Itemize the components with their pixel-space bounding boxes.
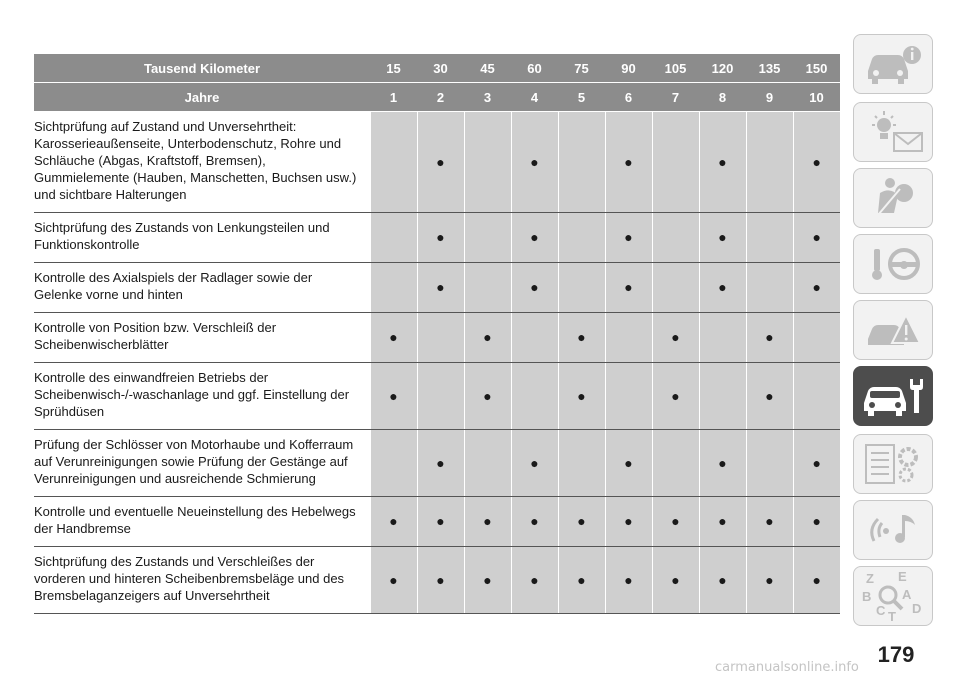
check-mark-dot: ● [624, 153, 633, 170]
interval-cell [511, 112, 558, 213]
task-description: Prüfung der Schlösser von Motorhaube und Kofferraum auf Verunreinigungen sowie Prüfung der Gestänge auf Verunreinigungen und ausreichende Schmierung [34, 430, 370, 497]
interval-cell [370, 263, 417, 313]
check-mark-dot: ● [765, 387, 774, 404]
interval-cell [746, 363, 793, 430]
interval-cell [605, 112, 652, 213]
interval-cell [793, 363, 840, 430]
alphabet-letter-d: D [912, 601, 922, 616]
interval-cell [417, 497, 464, 547]
check-mark-dot: ● [530, 454, 539, 471]
interval-cell [699, 430, 746, 497]
check-mark-dot: ● [812, 279, 821, 295]
interval-cell [793, 313, 840, 363]
sidebar-tab-safety[interactable] [853, 168, 933, 228]
interval-cell [793, 430, 840, 497]
interval-cell [511, 313, 558, 363]
header-km-135: 135 [746, 54, 793, 83]
interval-cell [558, 363, 605, 430]
header-year-7: 7 [652, 83, 699, 112]
sidebar-tab-starting-driving[interactable] [853, 234, 933, 294]
interval-cell [417, 112, 464, 213]
interval-cell [417, 363, 464, 430]
check-mark-dot: ● [530, 229, 539, 245]
header-year-5: 5 [558, 83, 605, 112]
alphabet-letter-c: C [876, 603, 886, 618]
interval-cell [558, 263, 605, 313]
header-km-150: 150 [793, 54, 840, 83]
header-year-6: 6 [605, 83, 652, 112]
page-number: 179 [877, 642, 915, 667]
check-mark-dot: ● [671, 387, 680, 404]
sidebar-tab-warning-lights[interactable] [853, 102, 933, 162]
interval-cell [699, 363, 746, 430]
interval-cell [699, 213, 746, 263]
check-mark-dot: ● [530, 279, 539, 295]
interval-cell [464, 213, 511, 263]
interval-cell [746, 213, 793, 263]
interval-cell [652, 112, 699, 213]
sidebar-tab-index[interactable] [853, 566, 933, 626]
interval-cell [558, 547, 605, 614]
antenna-music-icon [854, 501, 932, 559]
interval-cell [652, 497, 699, 547]
interval-cell [605, 313, 652, 363]
interval-cell [511, 263, 558, 313]
check-mark-dot: ● [530, 513, 539, 529]
interval-cell [464, 497, 511, 547]
header-year-8: 8 [699, 83, 746, 112]
table-body [34, 112, 840, 614]
interval-cell [370, 112, 417, 213]
interval-cell [746, 547, 793, 614]
interval-cell [652, 263, 699, 313]
interval-cell [699, 497, 746, 547]
table-row [34, 363, 840, 430]
key-steering-wheel-icon [854, 235, 932, 293]
check-mark-dot: ● [483, 513, 492, 529]
alphabet-letter-t: T [888, 609, 896, 624]
interval-cell [464, 547, 511, 614]
interval-cell [417, 263, 464, 313]
header-km-90: 90 [605, 54, 652, 83]
interval-cell [370, 313, 417, 363]
interval-cell [652, 430, 699, 497]
interval-cell [370, 363, 417, 430]
task-description: Kontrolle des einwandfreien Betriebs der Scheibenwisch-/-waschanlage und ggf. Einstellung der Sprühdüsen [34, 363, 370, 430]
check-mark-dot: ● [436, 454, 445, 471]
interval-cell [558, 112, 605, 213]
check-mark-dot: ● [812, 229, 821, 245]
check-mark-dot: ● [671, 329, 680, 345]
check-mark-dot: ● [436, 513, 445, 529]
maintenance-schedule-table [34, 54, 840, 614]
header-km-120: 120 [699, 54, 746, 83]
table-row [34, 430, 840, 497]
interval-cell [746, 497, 793, 547]
header-years-label: Jahre [34, 83, 370, 112]
check-mark-dot: ● [577, 387, 586, 404]
interval-cell [558, 497, 605, 547]
header-km-15: 15 [370, 54, 417, 83]
check-mark-dot: ● [624, 454, 633, 471]
check-mark-dot: ● [483, 571, 492, 588]
interval-cell [558, 213, 605, 263]
check-mark-dot: ● [718, 454, 727, 471]
header-km-60: 60 [511, 54, 558, 83]
task-description: Sichtprüfung des Zustands von Lenkungsteilen und Funktionskontrolle [34, 213, 370, 263]
check-mark-dot: ● [718, 513, 727, 529]
interval-cell [699, 547, 746, 614]
interval-cell [605, 497, 652, 547]
check-mark-dot: ● [671, 513, 680, 529]
interval-cell [370, 213, 417, 263]
interval-cell [417, 430, 464, 497]
car-wrench-icon [854, 367, 932, 425]
interval-cell [511, 430, 558, 497]
check-mark-dot: ● [671, 571, 680, 588]
check-mark-dot: ● [436, 153, 445, 170]
interval-cell [605, 363, 652, 430]
task-description: Kontrolle des Axialspiels der Radlager sowie der Gelenke vorne und hinten [34, 263, 370, 313]
interval-cell [699, 263, 746, 313]
table-row [34, 497, 840, 547]
header-km-30: 30 [417, 54, 464, 83]
interval-cell [558, 430, 605, 497]
check-mark-dot: ● [812, 571, 821, 588]
check-mark-dot: ● [483, 329, 492, 345]
interval-cell [746, 430, 793, 497]
task-description: Kontrolle von Position bzw. Verschleiß der Scheibenwischerblätter [34, 313, 370, 363]
check-mark-dot: ● [718, 229, 727, 245]
sidebar-tab-emergency[interactable] [853, 300, 933, 360]
seat-airbag-icon [854, 169, 932, 227]
alphabet-letter-b: B [862, 589, 872, 604]
check-mark-dot: ● [718, 571, 727, 588]
sidebar-tab-maintenance[interactable] [853, 366, 933, 426]
interval-cell [652, 363, 699, 430]
interval-cell [793, 213, 840, 263]
check-mark-dot: ● [624, 513, 633, 529]
check-mark-dot: ● [812, 513, 821, 529]
interval-cell [793, 263, 840, 313]
interval-cell [511, 497, 558, 547]
check-mark-dot: ● [530, 571, 539, 588]
interval-cell [464, 112, 511, 213]
header-km-105: 105 [652, 54, 699, 83]
checklist-gears-icon [854, 435, 932, 493]
check-mark-dot: ● [718, 153, 727, 170]
interval-cell [464, 430, 511, 497]
interval-cell [370, 497, 417, 547]
car-info-icon [854, 35, 932, 93]
interval-cell [464, 263, 511, 313]
sidebar-tab-multimedia[interactable] [853, 500, 933, 560]
interval-cell [464, 363, 511, 430]
table-row [34, 112, 840, 213]
interval-cell [417, 547, 464, 614]
check-mark-dot: ● [436, 279, 445, 295]
sidebar-tab-technical-data[interactable] [853, 434, 933, 494]
check-mark-dot: ● [765, 513, 774, 529]
interval-cell [511, 547, 558, 614]
check-mark-dot: ● [389, 571, 398, 588]
interval-cell [652, 547, 699, 614]
check-mark-dot: ● [436, 229, 445, 245]
table-row [34, 263, 840, 313]
interval-cell [793, 547, 840, 614]
interval-cell [417, 213, 464, 263]
interval-cell [417, 313, 464, 363]
check-mark-dot: ● [577, 571, 586, 588]
interval-cell [511, 363, 558, 430]
interval-cell [699, 313, 746, 363]
interval-cell [793, 497, 840, 547]
interval-cell [605, 430, 652, 497]
check-mark-dot: ● [765, 329, 774, 345]
task-description: Sichtprüfung des Zustands und Verschleißes der vorderen und hinteren Scheibenbremsbeläge und des Bremsbelaganzeigers auf Unversehrtheit [34, 547, 370, 614]
check-mark-dot: ● [624, 571, 633, 588]
alphabet-letter-e: E [898, 569, 907, 584]
header-km-label: Tausend Kilometer [34, 54, 370, 83]
interval-cell [652, 213, 699, 263]
check-mark-dot: ● [389, 387, 398, 404]
check-mark-dot: ● [577, 513, 586, 529]
footer-watermark: carmanualsonline.info [715, 660, 859, 675]
header-year-4: 4 [511, 83, 558, 112]
table-row [34, 547, 840, 614]
check-mark-dot: ● [483, 387, 492, 404]
interval-cell [699, 112, 746, 213]
table-row [34, 213, 840, 263]
interval-cell [793, 112, 840, 213]
check-mark-dot: ● [436, 571, 445, 588]
table-row [34, 313, 840, 363]
task-description: Kontrolle und eventuelle Neueinstellung des Hebelwegs der Handbremse [34, 497, 370, 547]
header-km-45: 45 [464, 54, 511, 83]
header-row-years [34, 83, 840, 112]
warning-light-envelope-icon [854, 103, 932, 161]
header-km-75: 75 [558, 54, 605, 83]
task-description: Sichtprüfung auf Zustand und Unversehrtheit: Karosserieaußenseite, Unterbodenschutz, Rohre und Schläuche (Abgas, Kraftstoff, Bremsen), Gummielemente (Hauben, Manschetten, Buchsen usw.) und sichtbare Halterungen [34, 112, 370, 213]
alphabet-search-icon [854, 567, 932, 625]
header-year-9: 9 [746, 83, 793, 112]
interval-cell [746, 313, 793, 363]
check-mark-dot: ● [389, 513, 398, 529]
header-year-3: 3 [464, 83, 511, 112]
header-year-1: 1 [370, 83, 417, 112]
header-year-2: 2 [417, 83, 464, 112]
interval-cell [605, 213, 652, 263]
interval-cell [605, 263, 652, 313]
sidebar-tab-vehicle-info[interactable] [853, 34, 933, 94]
check-mark-dot: ● [624, 229, 633, 245]
interval-cell [605, 547, 652, 614]
interval-cell [558, 313, 605, 363]
interval-cell [464, 313, 511, 363]
check-mark-dot: ● [389, 329, 398, 345]
alphabet-letter-z: Z [866, 571, 874, 586]
check-mark-dot: ● [530, 153, 539, 170]
interval-cell [370, 547, 417, 614]
alphabet-letter-a: A [902, 587, 912, 602]
check-mark-dot: ● [812, 153, 821, 170]
interval-cell [652, 313, 699, 363]
interval-cell [370, 430, 417, 497]
interval-cell [511, 213, 558, 263]
header-row-km [34, 54, 840, 83]
check-mark-dot: ● [577, 329, 586, 345]
check-mark-dot: ● [812, 454, 821, 471]
header-year-10: 10 [793, 83, 840, 112]
check-mark-dot: ● [765, 571, 774, 588]
interval-cell [746, 112, 793, 213]
check-mark-dot: ● [718, 279, 727, 295]
interval-cell [746, 263, 793, 313]
car-warning-triangle-icon [854, 301, 932, 359]
check-mark-dot: ● [624, 279, 633, 295]
